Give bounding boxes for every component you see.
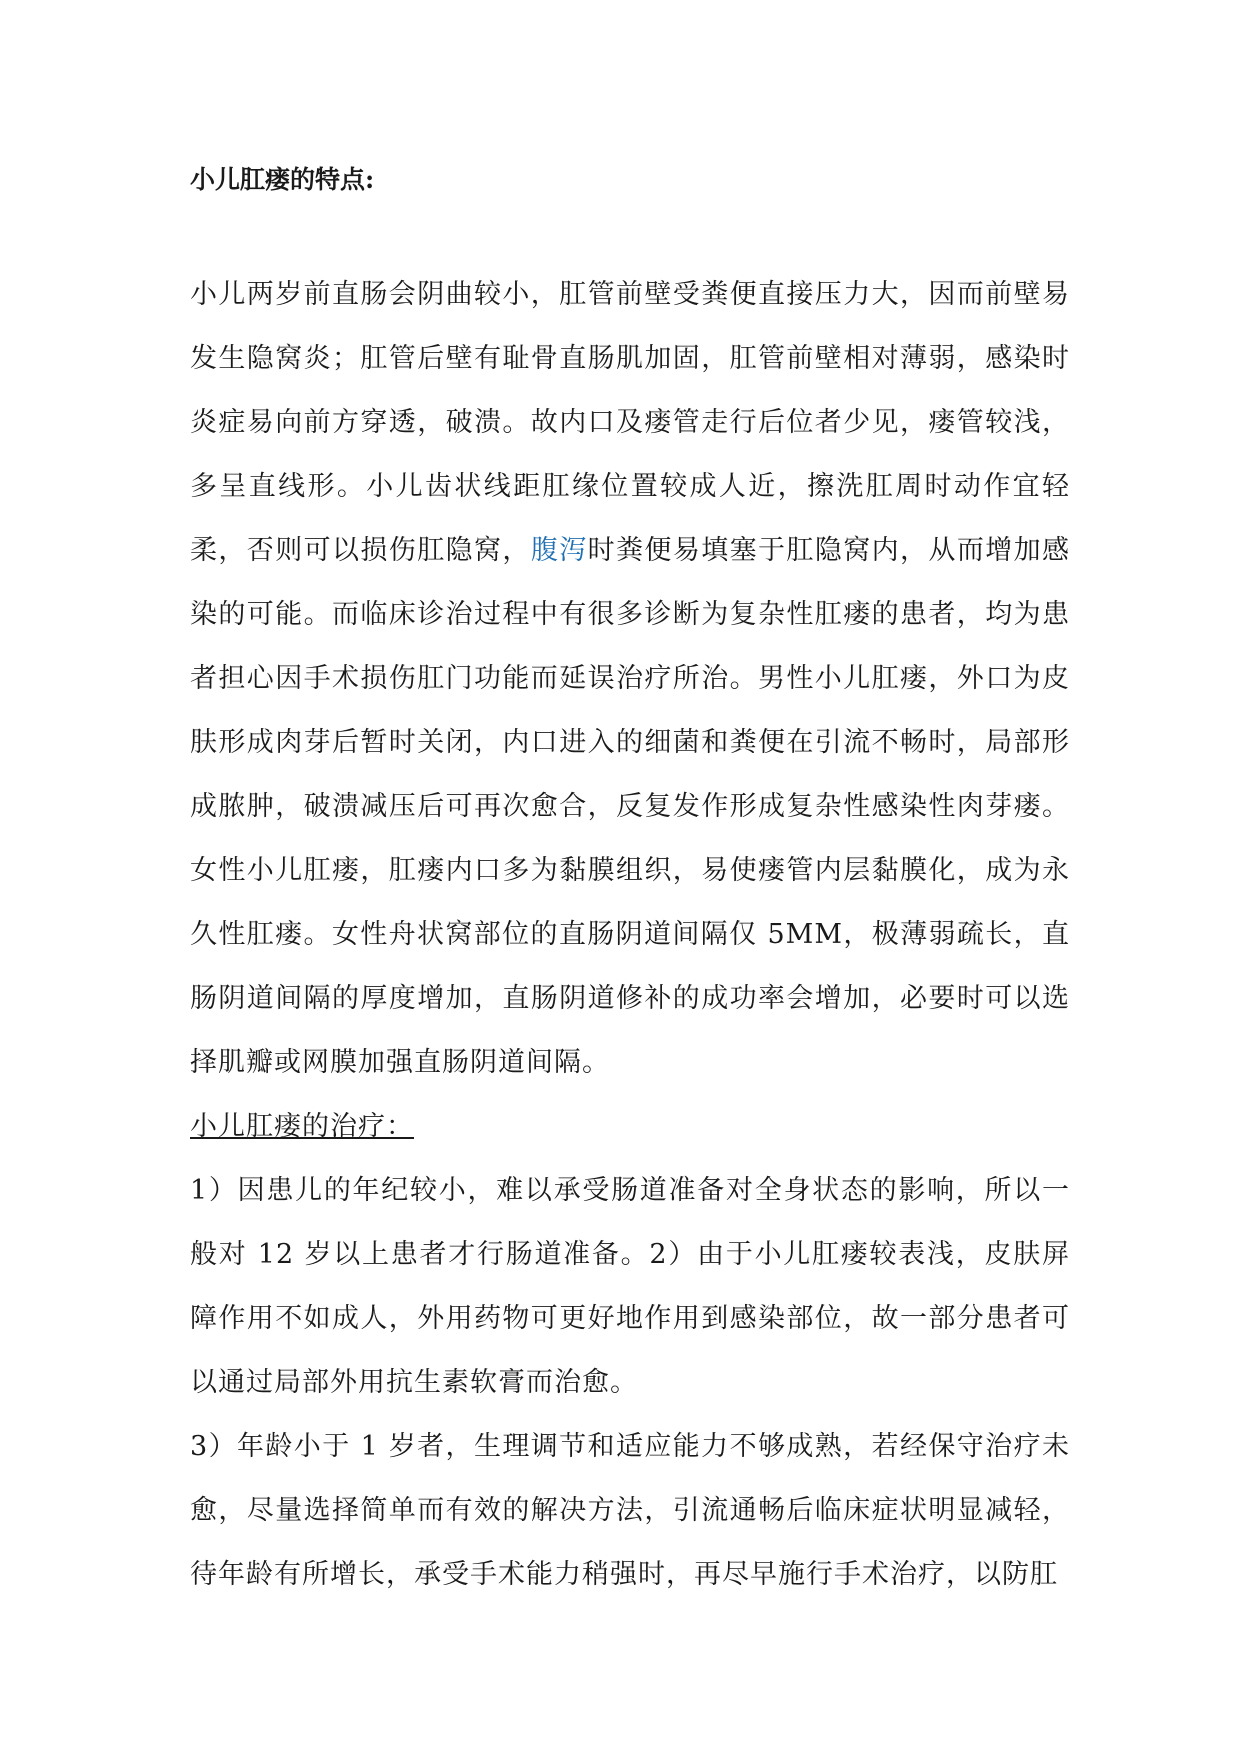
paragraph-features — [190, 263, 1070, 1095]
paragraph-treatment-3: 3）年龄小于 1 岁者，生理调节和适应能力不够成熟，若经保守治疗未愈，尽量选择简单而有效的解决方法，引流通畅后临床症状明显减轻，待年龄有所增长，承受手术能力稍强时，再尽早施行手术治疗，以防肛 — [190, 1431, 1070, 1590]
paragraph-features-text-2: 时粪便易填塞于肛隐窝内，从而增加感染的可能。而临床诊治过程中有很多诊断为复杂性肛瘘的患者，均为患者担心因手术损伤肛门功能而延误治疗所治。男性小儿肛瘘，外口为皮肤形成肉芽后暂时关闭，内口进入的细菌和粪便在引流不畅时，局部形成脓肿，破溃减压后可再次愈合，反复发作形成复杂性感染性肉芽瘘。女性小儿肛瘘，肛瘘内口多为黏膜组织，易使瘘管内层黏膜化，成为永久性肛瘘。女性舟状窝部位的直肠阴道间隔仅 5MM，极薄弱疏长，直肠阴道间隔的厚度增加，直肠阴道修补的成功率会增加，必要时可以选择肌瓣或网膜加强直肠阴道间隔。 — [190, 535, 1071, 1078]
paragraph-features-text-1: 小儿两岁前直肠会阴曲较小，肛管前壁受粪便直接压力大，因而前壁易发生隐窝炎；肛管后壁有耻骨直肠肌加固，肛管前壁相对薄弱，感染时炎症易向前方穿透，破溃。故内口及瘘管走行后位者少见，瘘管较浅，多呈直线形。小儿齿状线距肛缘位置较成人近，擦洗肛周时动作宜轻柔，否则可以损伤肛隐窝， — [190, 279, 1070, 566]
paragraph-treatment-1: 1）因患儿的年纪较小，难以承受肠道准备对全身状态的影响，所以一般对 12 岁以上患者才行肠道准备。2）由于小儿肛瘘较表浅，皮肤屏障作用不如成人，外用药物可更好地作用到感染部位，故一部分患者可以通过局部外用抗生素软膏而治愈。 — [190, 1175, 1070, 1398]
document-body — [190, 160, 1070, 1607]
section-title-treatment: 小儿肛瘘的治疗： — [190, 1111, 414, 1142]
section-title-features: 小儿肛瘘的特点: — [190, 165, 375, 194]
diarrhea-link[interactable]: 腹泻 — [530, 535, 588, 566]
